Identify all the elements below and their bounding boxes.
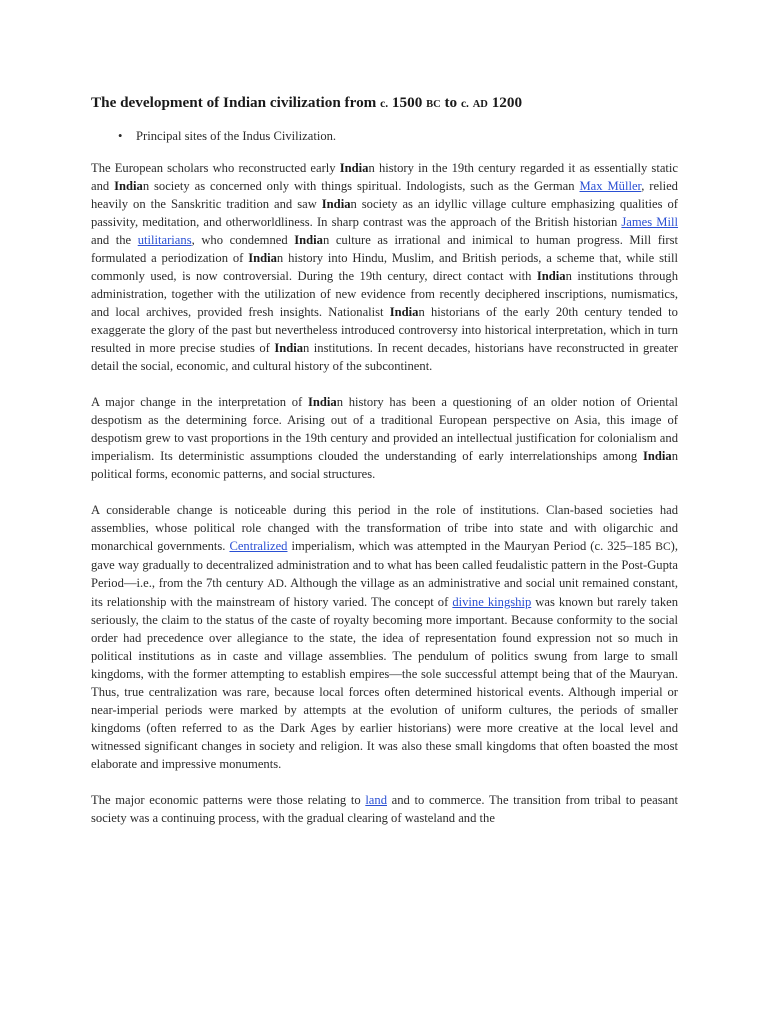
list-item: • Principal sites of the Indus Civilization. [136,126,678,146]
link-land[interactable]: land [365,793,387,807]
paragraph-economic-patterns: The major economic patterns were those relating to land and to commerce. The transition from tribal to peasant society was a continuing process, with the gradual clearing of wasteland and the [91,793,678,825]
link-james-mill[interactable]: James Mill [621,215,679,229]
link-max-muller[interactable]: Max Müller [579,179,642,193]
link-utilitarians[interactable]: utilitarians [137,233,192,247]
bullet-list [91,126,678,146]
link-divine-kingship[interactable]: divine kingship [452,595,532,609]
article-body [91,92,678,845]
page-title: The development of Indian civilization from c. 1500 BC to c. AD 1200 [91,94,523,111]
paragraph-historiography: The European scholars who reconstructed early Indian history in the 19th century regarded it as essentially static and Indian society as concerned only with things spiritual. Indologists, such as the German Max Müller, relied heavily on the Sanskritic tradition and saw Indian society as an idyllic village culture emphasizing qualities of passivity, meditation, and otherworldliness. In sharp contrast was the approach of the British historian James Mill and the utilitarians, who condemned Indian culture as irrational and inimical to human progress. Mill first formulated a periodization of Indian history into Hindu, Muslim, and British periods, a scheme that, while still commonly used, is now controversial. During the 19th century, direct contact with Indian institutions through administration, together with the utilization of new evidence from recently deciphered inscriptions, numismatics, and local archives, provided fresh insights. Nationalist Indian historians of the early 20th century tended to exaggerate the glory of the past but nevertheless introduced controversy into historical interpretation, which in turn resulted in more precise studies of Indian institutions. In recent decades, historians have reconstructed in greater detail the social, economic, and cultural history of the subcontinent. [91,161,679,373]
paragraph-oriental-despotism: A major change in the interpretation of Indian history has been a questioning of an older notion of Oriental despotism as the determining force. Arising out of a traditional European perspective on Asia, this image of despotism grew to vast proportions in the 19th century and provided an intellectual justification for colonialism and imperialism. Its deterministic assumptions clouded the understanding of early interrelationships among Indian political forms, economic patterns, and social structures. [91,395,678,481]
paragraph-institutions: A considerable change is noticeable during this period in the role of institutions. Clan-based societies had assemblies, whose political role changed with the transformation of tribe into state and with oligarchic and monarchical governments. Centralized imperialism, which was attempted in the Mauryan Period (c. 325–185 BC), gave way gradually to decentralized administration and to what has been called feudalistic pattern in the Post-Gupta Period—i.e., from the 7th century AD. Although the village as an administrative and social unit remained constant, its relationship with the mainstream of history varied. The concept of divine kingship was known but rarely taken seriously, the claim to the status of the caste of royalty becoming more important. Because conformity to the social order had precedence over allegiance to the state, the idea of representation found expression not so much in political institutions as in caste and village assemblies. The pendulum of politics swung from large to small kingdoms, with the former attempting to establish empires—the sole successful attempt being that of the Mauryan. Thus, true centralization was rare, because local forces often determined historical events. Although imperial or near-imperial periods were marked by attempts at the evolution of uniform cultures, the periods of smaller kingdoms (often referred to as the Dark Ages by earlier historians) were more creative at the local level and witnessed significant changes in society and religion. It was also these small kingdoms that often boasted the most elaborate and impressive monuments. [91,503,679,771]
link-centralized[interactable]: Centralized [229,539,288,553]
